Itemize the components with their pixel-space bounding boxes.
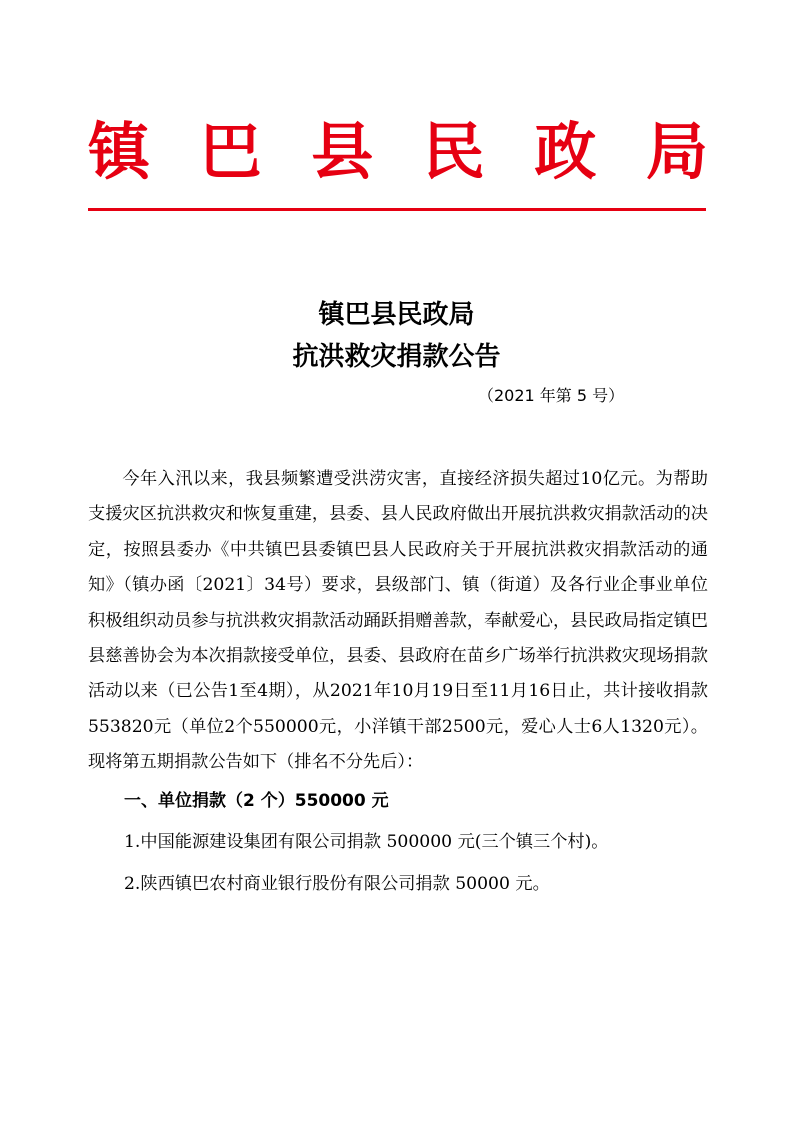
masthead-char: 局 (645, 115, 708, 188)
masthead-char: 巴 (199, 115, 262, 188)
masthead (88, 112, 708, 192)
list-item: 1.中国能源建设集团有限公司捐款 500000 元(三个镇三个村)。 (124, 831, 609, 852)
masthead-char: 政 (534, 115, 597, 188)
list-item: 2.陕西镇巴农村商业银行股份有限公司捐款 50000 元。 (124, 873, 550, 894)
masthead-char: 县 (311, 115, 374, 188)
masthead-char: 民 (422, 115, 485, 188)
masthead-red-rule (88, 208, 706, 211)
document-title-line-1: 镇巴县民政局 (318, 300, 475, 330)
document-title-line-2: 抗洪救灾捐款公告 (292, 342, 501, 372)
masthead-char: 镇 (88, 115, 151, 188)
document-number: （2021 年第 5 号） (478, 386, 625, 405)
document-body (88, 462, 708, 905)
section-heading: 一、单位捐款（2 个）550000 元 (124, 790, 389, 811)
body-paragraph: 今年入汛以来，我县频繁遭受洪涝灾害，直接经济损失超过10亿元。为帮助支援灾区抗洪救灾和恢复重建，县委、县人民政府做出开展抗洪救灾捐款活动的决定，按照县委办《中共镇巴县委镇巴县人民政府关于开展抗洪救灾捐款活动的通知》（镇办函〔2021〕34号）要求，县级部门、镇（街道）及各行业企事业单位积极组织动员参与抗洪救灾捐款活动踊跃捐赠善款，奉献爱心，县民政局指定镇巴县慈善协会为本次捐款接受单位，县委、县政府在苗乡广场举行抗洪救灾现场捐款活动以来（已公告1至4期），从2021年10月19日至11月16日止，共计接收捐款553820元（单位2个550000元，小洋镇干部2500元，爱心人士6人1320元）。现将第五期捐款公告如下（排名不分先后）： (88, 469, 708, 773)
